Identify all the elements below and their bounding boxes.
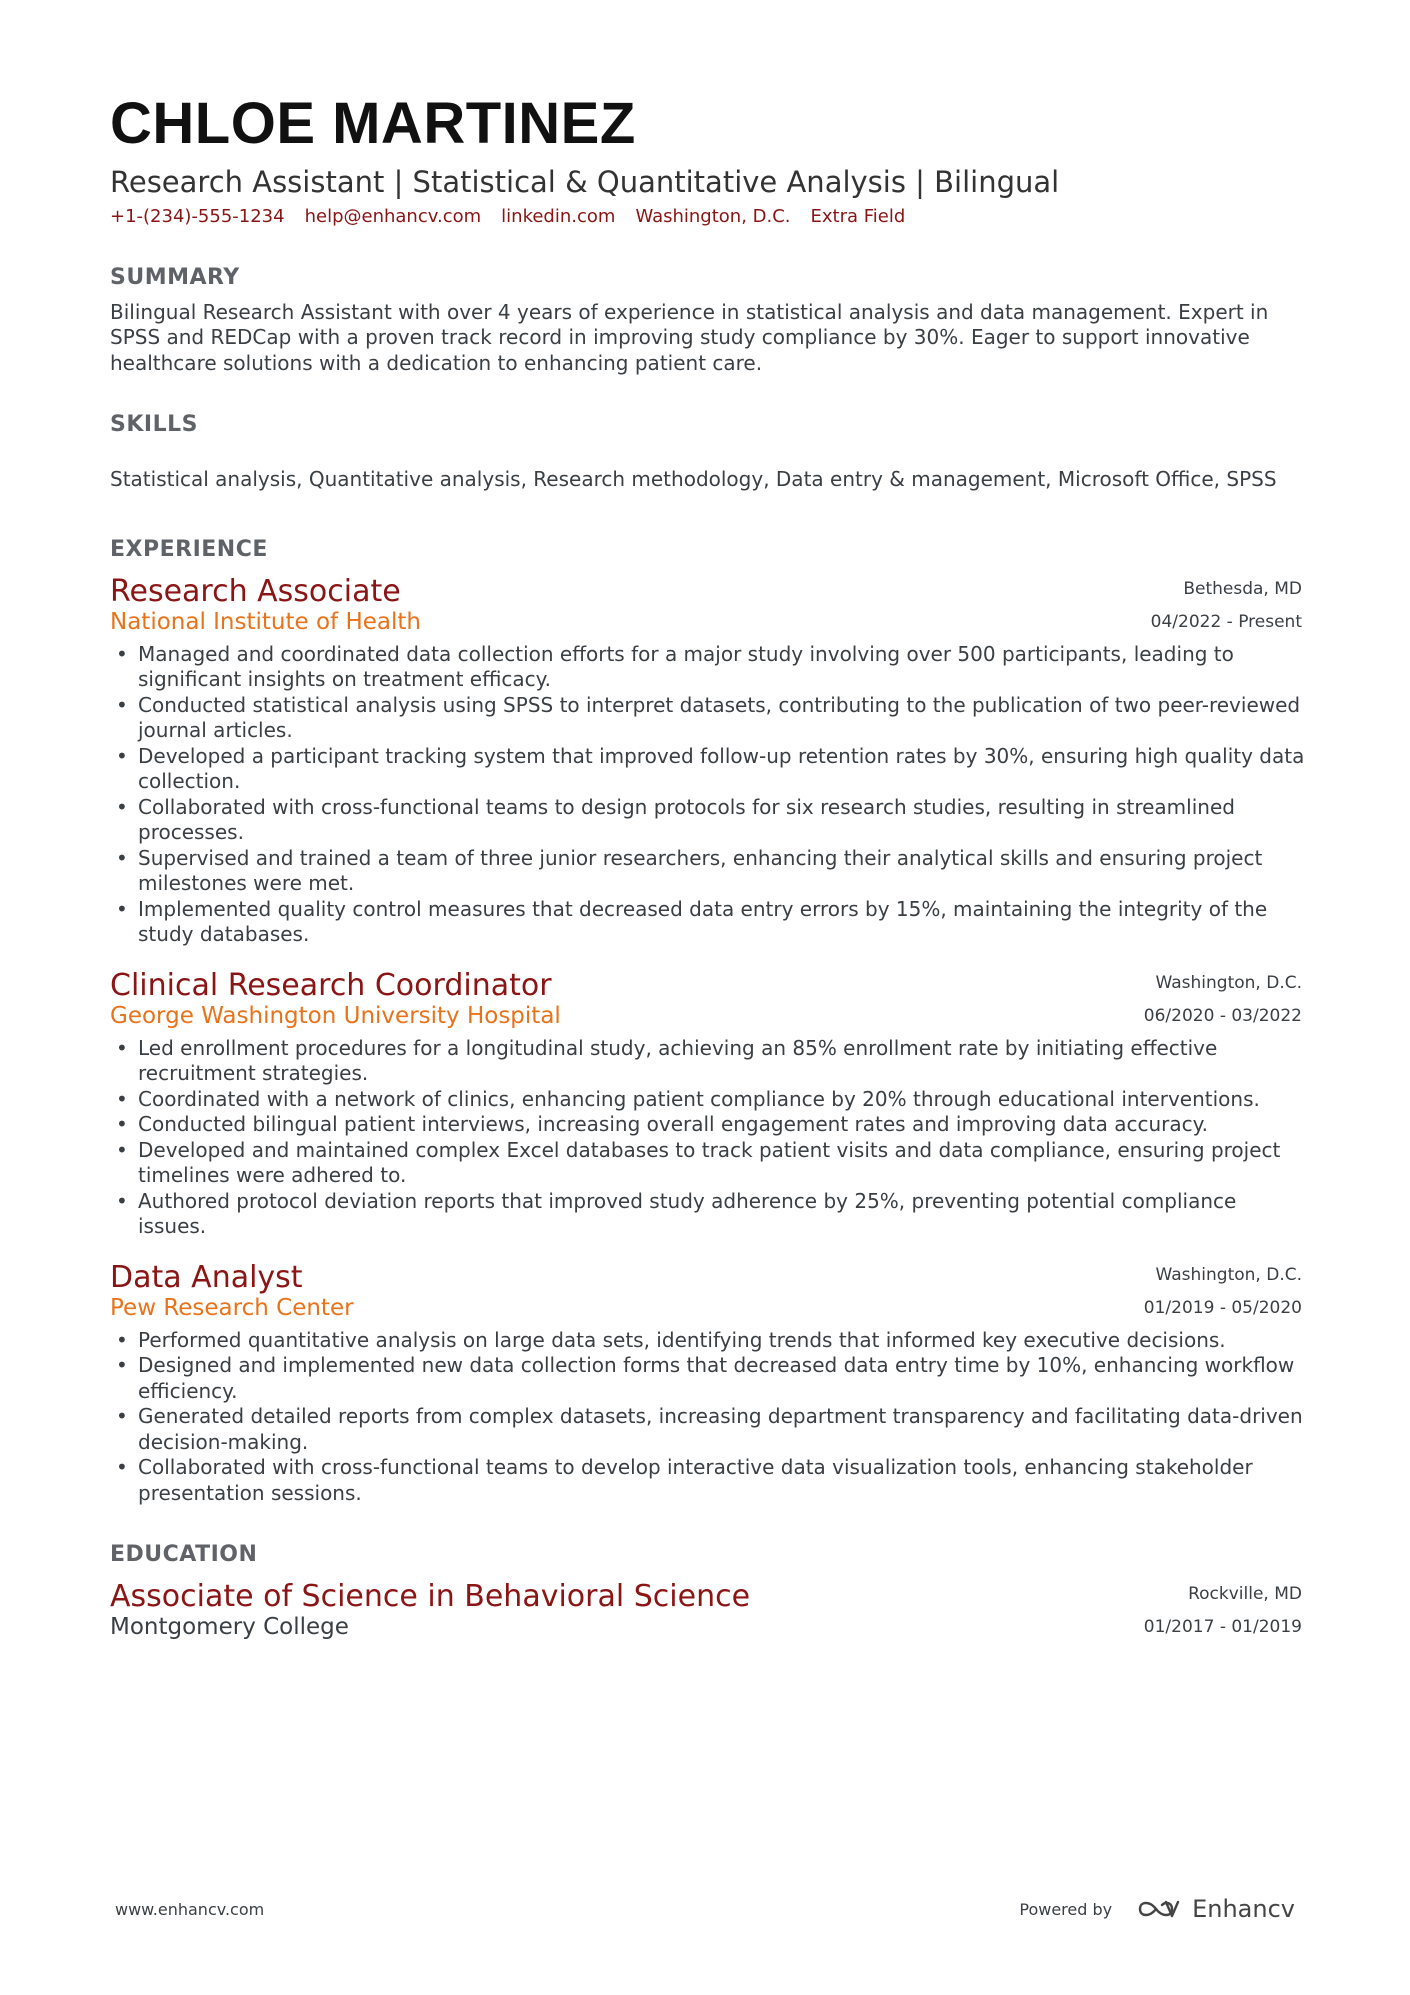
job-title: Data Analyst — [110, 1259, 303, 1295]
job-bullet: • Performed quantitative analysis on large data sets, identifying trends that informed key executive decisions. — [110, 1328, 1310, 1354]
experience-heading: EXPERIENCE — [110, 536, 268, 562]
summary-heading: SUMMARY — [110, 264, 240, 290]
skills-text: Statistical analysis, Quantitative analysis, Research methodology, Data entry & management, Microsoft Office, SPSS — [110, 467, 1277, 492]
job-entry — [110, 968, 1310, 1240]
job-bullet: • Collaborated with cross-functional teams to design protocols for six research studies, resulting in streamlined processes. — [110, 795, 1310, 846]
job-company: National Institute of Health — [110, 608, 421, 635]
brand-name: Enhancv — [1192, 1895, 1295, 1923]
job-bullet: • Developed and maintained complex Excel databases to track patient visits and data compliance, ensuring project timelines were adhered to. — [110, 1138, 1310, 1189]
enhancv-logo-icon — [1136, 1896, 1182, 1922]
job-bullet: • Conducted bilingual patient interviews, increasing overall engagement rates and improving data accuracy. — [110, 1112, 1310, 1138]
job-bullet: • Authored protocol deviation reports that improved study adherence by 25%, preventing potential compliance issues. — [110, 1189, 1310, 1240]
contact-location: Washington, D.C. — [635, 205, 791, 227]
job-bullet: • Managed and coordinated data collection efforts for a major study involving over 500 participants, leading to significant insights on treatment efficacy. — [110, 642, 1310, 693]
job-bullet: • Supervised and trained a team of three junior researchers, enhancing their analytical skills and ensuring project milestones were met. — [110, 846, 1310, 897]
job-bullet: • Implemented quality control measures that decreased data entry errors by 15%, maintaining the integrity of the study databases. — [110, 897, 1310, 948]
headline: Research Assistant | Statistical & Quantitative Analysis | Bilingual — [110, 165, 1060, 199]
job-dates: 04/2022 - Present — [1150, 611, 1302, 632]
contact-extra-field: Extra Field — [810, 205, 906, 227]
contact-phone[interactable]: +1-(234)-555-1234 — [110, 205, 285, 227]
job-title: Research Associate — [110, 573, 401, 609]
job-bullet: • Collaborated with cross-functional teams to develop interactive data visualization tools, enhancing stakeholder presentation sessions. — [110, 1455, 1310, 1506]
contact-linkedin[interactable]: linkedin.com — [501, 205, 616, 227]
job-company: Pew Research Center — [110, 1294, 354, 1321]
job-dates: 01/2019 - 05/2020 — [1143, 1297, 1302, 1318]
degree-title: Associate of Science in Behavioral Science — [110, 1579, 751, 1615]
powered-by-label: Powered by — [1019, 1899, 1113, 1919]
job-location: Bethesda, MD — [1183, 578, 1302, 599]
job-entry — [110, 574, 1310, 948]
brand-logo[interactable] — [1136, 1895, 1295, 1923]
contact-email[interactable]: help@enhancv.com — [304, 205, 482, 227]
job-bullet: • Led enrollment procedures for a longitudinal study, achieving an 85% enrollment rate by initiating effective recruitment strategies. — [110, 1036, 1310, 1087]
job-bullet: • Conducted statistical analysis using SPSS to interpret datasets, contributing to the publication of two peer-reviewed journal articles. — [110, 693, 1310, 744]
resume-page — [110, 91, 1310, 1643]
footer-website[interactable]: www.enhancv.com — [115, 1899, 265, 1919]
candidate-name: CHLOE MARTINEZ — [110, 91, 636, 156]
education-dates: 01/2017 - 01/2019 — [1143, 1617, 1302, 1638]
job-bullet: • Designed and implemented new data collection forms that decreased data entry time by 10%, enhancing workflow efficiency. — [110, 1353, 1310, 1404]
job-bullets — [110, 1328, 1310, 1507]
summary-text: Bilingual Research Assistant with over 4 years of experience in statistical analysis and data management. Expert in SPSS and REDCap with a proven track record in improving study compliance by 30%. Eager to support innovative healthcare solutions with a dedication to enhancing patient care. — [110, 299, 1269, 375]
job-title: Clinical Research Coordinator — [110, 967, 552, 1003]
page-footer — [115, 1895, 1295, 1923]
school-name: Montgomery College — [110, 1614, 349, 1641]
job-bullet: • Developed a participant tracking system that improved follow-up retention rates by 30%, ensuring high quality data collection. — [110, 744, 1310, 795]
job-company: George Washington University Hospital — [110, 1002, 561, 1029]
contact-bar — [110, 206, 1310, 227]
job-dates: 06/2020 - 03/2022 — [1143, 1005, 1302, 1026]
job-bullets — [110, 642, 1310, 948]
job-location: Washington, D.C. — [1155, 972, 1302, 993]
job-entry — [110, 1260, 1310, 1507]
education-location: Rockville, MD — [1188, 1584, 1302, 1605]
powered-by — [1019, 1895, 1295, 1923]
education-heading: EDUCATION — [110, 1542, 258, 1568]
job-bullet: • Generated detailed reports from complex datasets, increasing department transparency and facilitating data-driven decision-making. — [110, 1404, 1310, 1455]
skills-heading: SKILLS — [110, 412, 198, 438]
job-bullets — [110, 1036, 1310, 1240]
job-location: Washington, D.C. — [1155, 1264, 1302, 1285]
job-bullet: • Coordinated with a network of clinics, enhancing patient compliance by 20% through educational interventions. — [110, 1087, 1310, 1113]
education-entry — [110, 1579, 1310, 1643]
